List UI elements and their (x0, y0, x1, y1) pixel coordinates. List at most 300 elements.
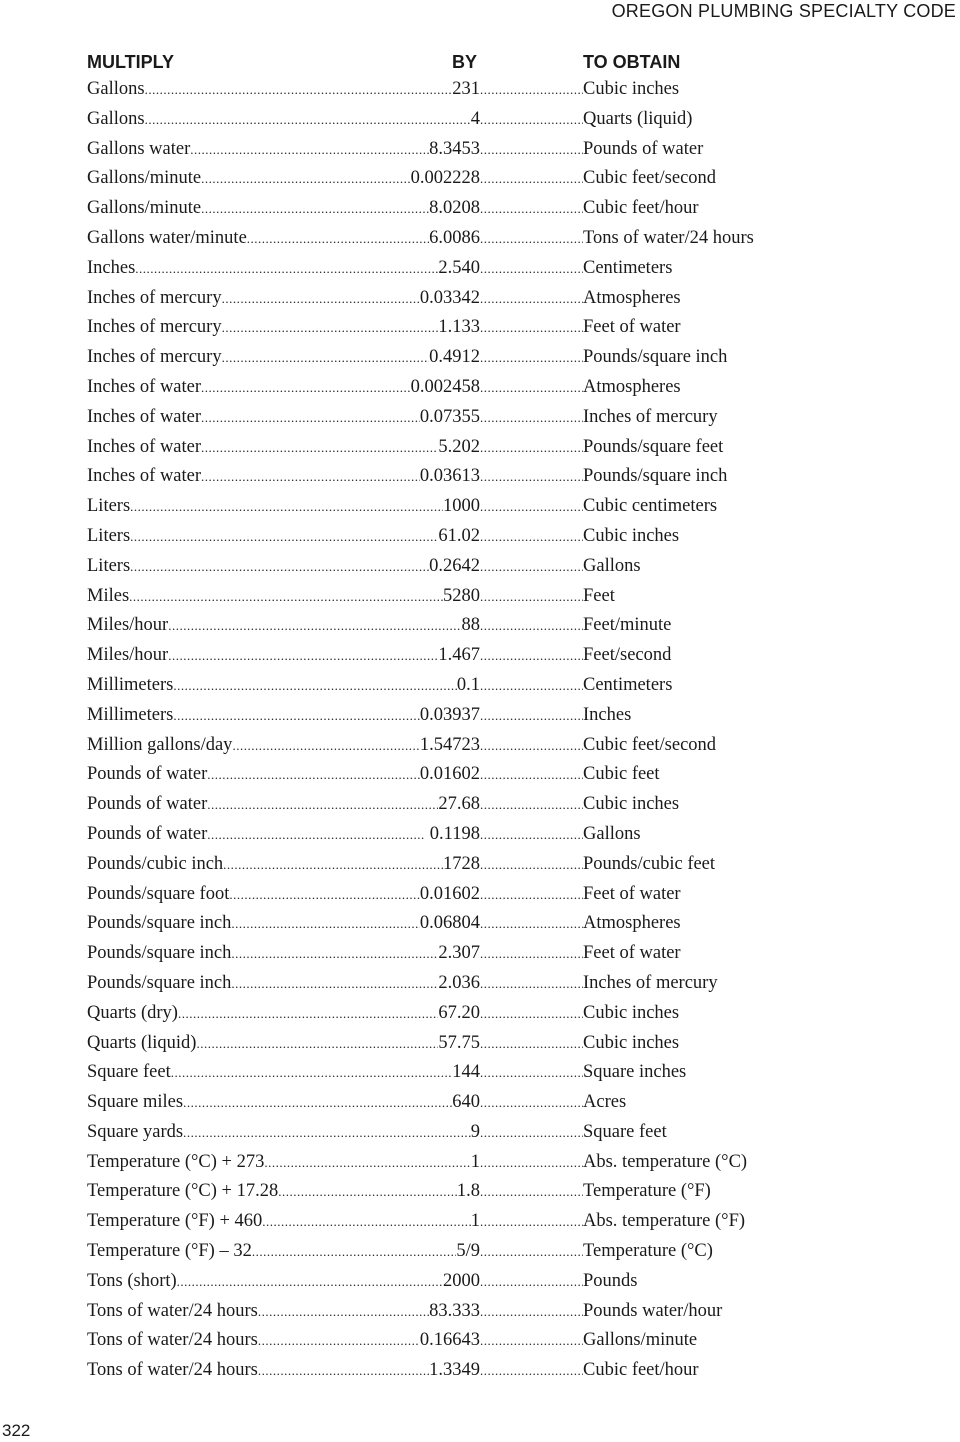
multiply-cell (87, 224, 480, 254)
multiply-unit: Tons of water/24 hours (87, 1360, 258, 1381)
factor-value: 8.3453 (429, 138, 480, 159)
factor-value: 5/9 (456, 1241, 480, 1262)
dot-leader (223, 850, 443, 880)
dot-leader (480, 492, 583, 522)
dot-leader (229, 880, 420, 910)
multiply-cell (87, 373, 480, 403)
to-obtain-unit: Gallons/minute (583, 1330, 698, 1351)
multiply-unit: Temperature (°F) + 460 (87, 1211, 263, 1232)
multiply-cell (87, 790, 480, 820)
to-obtain-unit: Cubic inches (583, 525, 680, 546)
dot-leader (480, 462, 583, 492)
multiply-unit: Pounds/square inch (87, 943, 232, 964)
multiply-cell (87, 611, 480, 641)
factor-value: 1.133 (438, 317, 480, 338)
dot-leader (201, 403, 420, 433)
dot-leader (252, 1237, 457, 1267)
to-obtain-unit: Cubic feet/second (583, 168, 717, 189)
factor-value: 0.03613 (419, 466, 480, 487)
dot-leader (135, 254, 438, 284)
to-obtain-unit: Pounds/square feet (583, 436, 724, 457)
table-row (0, 1177, 960, 1207)
to-obtain-unit: Pounds of water (583, 138, 704, 159)
to-obtain-unit: Cubic inches (583, 794, 680, 815)
dot-leader (231, 909, 419, 939)
dot-leader (480, 701, 583, 731)
to-obtain-unit: Cubic feet/hour (583, 1360, 699, 1381)
dot-leader (258, 1356, 429, 1386)
to-obtain-unit: Tons of water/24 hours (583, 227, 754, 248)
dot-leader (480, 790, 583, 820)
multiply-cell (87, 284, 480, 314)
factor-value: 0.002228 (410, 168, 480, 189)
factor-value: 27.68 (438, 794, 480, 815)
multiply-cell (87, 1237, 480, 1267)
table-row (0, 284, 960, 314)
multiply-cell (87, 462, 480, 492)
to-obtain-unit: Pounds/square inch (583, 347, 728, 368)
multiply-unit: Gallons/minute (87, 198, 202, 219)
to-obtain-unit: Cubic feet (583, 764, 660, 785)
factor-value: 4 (470, 108, 480, 129)
to-obtain-unit: Feet of water (583, 317, 681, 338)
multiply-cell (87, 1148, 480, 1178)
dot-leader (480, 254, 583, 284)
dot-leader (480, 1356, 583, 1386)
table-row (0, 701, 960, 731)
dot-leader (480, 552, 583, 582)
dot-leader (480, 284, 583, 314)
multiply-cell (87, 731, 480, 761)
dot-leader (480, 373, 583, 403)
table-row (0, 880, 960, 910)
to-obtain-unit: Cubic inches (583, 1002, 680, 1023)
dot-leader (480, 641, 583, 671)
multiply-unit: Pounds of water (87, 764, 208, 785)
multiply-cell (87, 1058, 480, 1088)
table-row (0, 1326, 960, 1356)
multiply-cell (87, 999, 480, 1029)
table-row (0, 850, 960, 880)
to-obtain-unit: Inches of mercury (583, 406, 718, 427)
dot-leader (480, 1029, 583, 1059)
multiply-cell (87, 939, 480, 969)
dot-leader (264, 1148, 470, 1178)
multiply-cell (87, 313, 480, 343)
factor-value: 1 (470, 1211, 480, 1232)
dot-leader (480, 611, 583, 641)
factor-value: 0.01602 (419, 764, 480, 785)
multiply-unit: Square feet (87, 1062, 171, 1083)
factor-value: 2.540 (438, 257, 480, 278)
multiply-unit: Miles/hour (87, 615, 169, 636)
dot-leader (480, 1237, 583, 1267)
to-obtain-unit: Quarts (liquid) (583, 108, 693, 129)
multiply-unit: Pounds of water (87, 794, 208, 815)
dot-leader (480, 224, 583, 254)
multiply-unit: Miles/hour (87, 645, 169, 666)
header-multiply: MULTIPLY (87, 52, 175, 72)
factor-value: 5.202 (438, 436, 480, 457)
to-obtain-unit: Pounds water/hour (583, 1300, 723, 1321)
factor-value: 0.002458 (410, 376, 480, 397)
dot-leader (201, 194, 429, 224)
dot-leader (480, 1058, 583, 1088)
factor-value: 1.54723 (419, 734, 480, 755)
dot-leader (480, 731, 583, 761)
dot-leader (201, 433, 438, 463)
table-row (0, 552, 960, 582)
multiply-unit: Inches of water (87, 466, 202, 487)
factor-value: 144 (452, 1062, 480, 1083)
factor-value: 0.4912 (429, 347, 480, 368)
factor-value: 1 (470, 1151, 480, 1172)
multiply-unit: Square miles (87, 1092, 184, 1113)
multiply-unit: Gallons water (87, 138, 191, 159)
dot-leader (480, 969, 583, 999)
multiply-unit: Millimeters (87, 674, 174, 695)
multiply-unit: Gallons (87, 79, 145, 99)
factor-value: 1.3349 (429, 1360, 480, 1381)
dot-leader (480, 939, 583, 969)
multiply-unit: Tons of water/24 hours (87, 1330, 258, 1351)
to-obtain-unit: Inches of mercury (583, 972, 718, 993)
multiply-cell (87, 1118, 480, 1148)
header-by: BY (452, 52, 478, 72)
dot-leader (222, 313, 439, 343)
factor-value: 57.75 (438, 1032, 480, 1053)
factor-value: 67.20 (438, 1002, 480, 1023)
multiply-unit: Gallons (87, 108, 145, 129)
dot-leader (480, 760, 583, 790)
dot-leader (480, 1297, 583, 1327)
multiply-cell (87, 760, 480, 790)
to-obtain-unit: Inches (583, 704, 632, 725)
dot-leader (480, 1088, 583, 1118)
table-row (0, 522, 960, 552)
factor-value: 231 (452, 79, 480, 99)
multiply-unit: Millimeters (87, 704, 174, 725)
factor-value: 0.2642 (429, 555, 480, 576)
dot-leader (480, 403, 583, 433)
table-row (0, 254, 960, 284)
header-to-obtain: TO OBTAIN (583, 52, 681, 72)
factor-value: 2.307 (438, 943, 480, 964)
factor-value: 0.01602 (419, 883, 480, 904)
to-obtain-unit: Cubic centimeters (583, 496, 718, 517)
multiply-cell (87, 522, 480, 552)
factor-value: 1000 (443, 496, 480, 517)
multiply-cell (87, 105, 480, 135)
multiply-unit: Inches of water (87, 436, 202, 457)
to-obtain-unit: Abs. temperature (°C) (583, 1151, 748, 1172)
dot-leader (201, 164, 411, 194)
table-row (0, 224, 960, 254)
dot-leader (130, 552, 429, 582)
dot-leader (178, 999, 438, 1029)
dot-leader (480, 671, 583, 701)
multiply-unit: Liters (87, 555, 131, 576)
to-obtain-unit: Gallons (583, 555, 641, 576)
factor-value: 1728 (443, 853, 480, 874)
dot-leader (196, 1029, 438, 1059)
dot-leader (207, 820, 425, 850)
multiply-unit: Gallons/minute (87, 168, 202, 189)
multiply-unit: Inches of mercury (87, 287, 222, 308)
dot-leader (231, 969, 438, 999)
dot-leader (278, 1177, 457, 1207)
to-obtain-unit: Atmospheres (583, 376, 681, 397)
dot-leader (480, 1207, 583, 1237)
dot-leader (480, 1326, 583, 1356)
to-obtain-unit: Pounds (583, 1270, 638, 1291)
multiply-cell (87, 433, 480, 463)
multiply-cell (87, 969, 480, 999)
to-obtain-unit: Atmospheres (583, 287, 681, 308)
factor-value: 640 (452, 1092, 480, 1113)
factor-value: 0.06804 (419, 913, 480, 934)
dot-leader (258, 1326, 420, 1356)
multiply-unit: Temperature (°C) + 273 (87, 1151, 265, 1172)
multiply-unit: Tons (short) (87, 1270, 177, 1291)
to-obtain-unit: Centimeters (583, 257, 673, 278)
table-row (0, 1207, 960, 1237)
table-row (0, 373, 960, 403)
factor-value: 8.0208 (429, 198, 480, 219)
dot-leader (183, 1118, 471, 1148)
multiply-unit: Inches (87, 257, 136, 278)
table-row (0, 731, 960, 761)
table-row (0, 790, 960, 820)
multiply-unit: Pounds/square inch (87, 972, 232, 993)
dot-leader (201, 462, 420, 492)
dot-leader (480, 313, 583, 343)
column-headers (0, 52, 960, 76)
table-row (0, 1058, 960, 1088)
multiply-unit: Pounds of water (87, 823, 208, 844)
dot-leader (177, 1267, 443, 1297)
to-obtain-unit: Cubic feet/hour (583, 198, 699, 219)
table-row (0, 164, 960, 194)
to-obtain-unit: Temperature (°F) (583, 1181, 711, 1202)
to-obtain-unit: Pounds/square inch (583, 466, 728, 487)
multiply-unit: Temperature (°C) + 17.28 (87, 1181, 279, 1202)
to-obtain-unit: Temperature (°C) (583, 1241, 713, 1262)
page-number: 322 (2, 1421, 31, 1440)
dot-leader (231, 939, 438, 969)
factor-value: 0.07355 (419, 406, 480, 427)
table-row (0, 1297, 960, 1327)
dot-leader (480, 850, 583, 880)
table-row (0, 582, 960, 612)
to-obtain-unit: Cubic inches (583, 1032, 680, 1053)
multiply-unit: Pounds/square foot (87, 883, 230, 904)
factor-value: 1.467 (438, 645, 480, 666)
table-row (0, 939, 960, 969)
factor-value: 6.0086 (429, 227, 480, 248)
factor-value: 5280 (443, 585, 480, 606)
dot-leader (480, 909, 583, 939)
multiply-cell (87, 552, 480, 582)
multiply-unit: Square yards (87, 1121, 184, 1142)
table-row (0, 1267, 960, 1297)
table-row (0, 641, 960, 671)
multiply-unit: Miles (87, 585, 130, 606)
dot-leader (168, 611, 461, 641)
dot-leader (173, 671, 457, 701)
multiply-cell (87, 1088, 480, 1118)
multiply-cell (87, 164, 480, 194)
table-row (0, 820, 960, 850)
multiply-cell (87, 75, 480, 105)
multiply-cell (87, 909, 480, 939)
multiply-cell (87, 194, 480, 224)
multiply-unit: Gallons water/minute (87, 227, 247, 248)
running-head: OREGON PLUMBING SPECIALTY CODE (611, 1, 956, 21)
multiply-unit: Liters (87, 525, 131, 546)
dot-leader (480, 164, 583, 194)
multiply-unit: Temperature (°F) – 32 (87, 1241, 252, 1262)
dot-leader (222, 284, 420, 314)
dot-leader (480, 999, 583, 1029)
dot-leader (247, 224, 429, 254)
multiply-unit: Million gallons/day (87, 734, 233, 755)
to-obtain-unit: Square feet (583, 1121, 667, 1142)
table-row (0, 1088, 960, 1118)
dot-leader (262, 1207, 470, 1237)
dot-leader (480, 1267, 583, 1297)
dot-leader (207, 760, 420, 790)
dot-leader (168, 641, 438, 671)
table-row (0, 343, 960, 373)
table-row (0, 909, 960, 939)
multiply-cell (87, 135, 480, 165)
to-obtain-unit: Square inches (583, 1062, 687, 1083)
multiply-cell (87, 254, 480, 284)
dot-leader (183, 1088, 452, 1118)
dot-leader (480, 105, 583, 135)
multiply-unit: Pounds/square inch (87, 913, 232, 934)
factor-value: 2.036 (438, 972, 480, 993)
table-row (0, 760, 960, 790)
multiply-cell (87, 403, 480, 433)
multiply-unit: Quarts (dry) (87, 1002, 178, 1023)
dot-leader (145, 75, 453, 105)
to-obtain-unit: Feet/minute (583, 615, 672, 636)
multiply-unit: Inches of mercury (87, 317, 222, 338)
table-row (0, 671, 960, 701)
factor-value: 83.333 (429, 1300, 480, 1321)
dot-leader (129, 582, 443, 612)
multiply-cell (87, 1326, 480, 1356)
dot-leader (480, 135, 583, 165)
multiply-unit: Quarts (liquid) (87, 1032, 197, 1053)
multiply-cell (87, 343, 480, 373)
dot-leader (171, 1058, 453, 1088)
to-obtain-unit: Feet of water (583, 883, 681, 904)
table-row (0, 1118, 960, 1148)
factor-value: 0.1198 (425, 823, 480, 844)
factor-value: 9 (470, 1121, 480, 1142)
to-obtain-unit: Acres (583, 1092, 627, 1113)
factor-value: 61.02 (438, 525, 480, 546)
table-row (0, 194, 960, 224)
dot-leader (173, 701, 420, 731)
dot-leader (480, 1148, 583, 1178)
dot-leader (258, 1297, 429, 1327)
dot-leader (480, 522, 583, 552)
to-obtain-unit: Pounds/cubic feet (583, 853, 716, 874)
dot-leader (480, 820, 583, 850)
dot-leader (130, 522, 438, 552)
multiply-cell (87, 701, 480, 731)
dot-leader (480, 343, 583, 373)
multiply-cell (87, 850, 480, 880)
multiply-cell (87, 1029, 480, 1059)
to-obtain-unit: Centimeters (583, 674, 673, 695)
table-row (0, 1029, 960, 1059)
table-row (0, 492, 960, 522)
table-row (0, 611, 960, 641)
table-row (0, 403, 960, 433)
multiply-cell (87, 641, 480, 671)
factor-value: 0.03342 (419, 287, 480, 308)
multiply-cell (87, 820, 480, 850)
table-row (0, 999, 960, 1029)
multiply-unit: Inches of water (87, 406, 202, 427)
table-row (0, 462, 960, 492)
table-row (0, 1237, 960, 1267)
conversion-table (0, 75, 960, 1386)
dot-leader (480, 582, 583, 612)
multiply-cell (87, 1267, 480, 1297)
dot-leader (145, 105, 471, 135)
dot-leader (480, 880, 583, 910)
factor-value: 0.1 (456, 674, 480, 695)
dot-leader (130, 492, 443, 522)
multiply-cell (87, 880, 480, 910)
factor-value: 0.16643 (419, 1330, 480, 1351)
table-row (0, 105, 960, 135)
to-obtain-unit: Atmospheres (583, 913, 681, 934)
to-obtain-unit: Cubic inches (583, 79, 680, 99)
table-row (0, 969, 960, 999)
dot-leader (222, 343, 430, 373)
to-obtain-unit: Gallons (583, 823, 641, 844)
multiply-unit: Tons of water/24 hours (87, 1300, 258, 1321)
to-obtain-unit: Cubic feet/second (583, 734, 717, 755)
dot-leader (232, 731, 419, 761)
factor-value: 88 (461, 615, 480, 636)
table-row (0, 313, 960, 343)
to-obtain-unit: Feet (583, 585, 615, 606)
dot-leader (201, 373, 411, 403)
table-row (0, 1356, 960, 1386)
table-row (0, 1148, 960, 1178)
multiply-unit: Inches of water (87, 376, 202, 397)
factor-value: 1.8 (456, 1181, 480, 1202)
table-row (0, 75, 960, 105)
table-row (0, 135, 960, 165)
dot-leader (480, 1118, 583, 1148)
multiply-cell (87, 492, 480, 522)
multiply-unit: Liters (87, 496, 131, 517)
multiply-cell (87, 1356, 480, 1386)
multiply-unit: Pounds/cubic inch (87, 853, 224, 874)
dot-leader (480, 194, 583, 224)
to-obtain-unit: Abs. temperature (°F) (583, 1211, 746, 1232)
multiply-cell (87, 671, 480, 701)
